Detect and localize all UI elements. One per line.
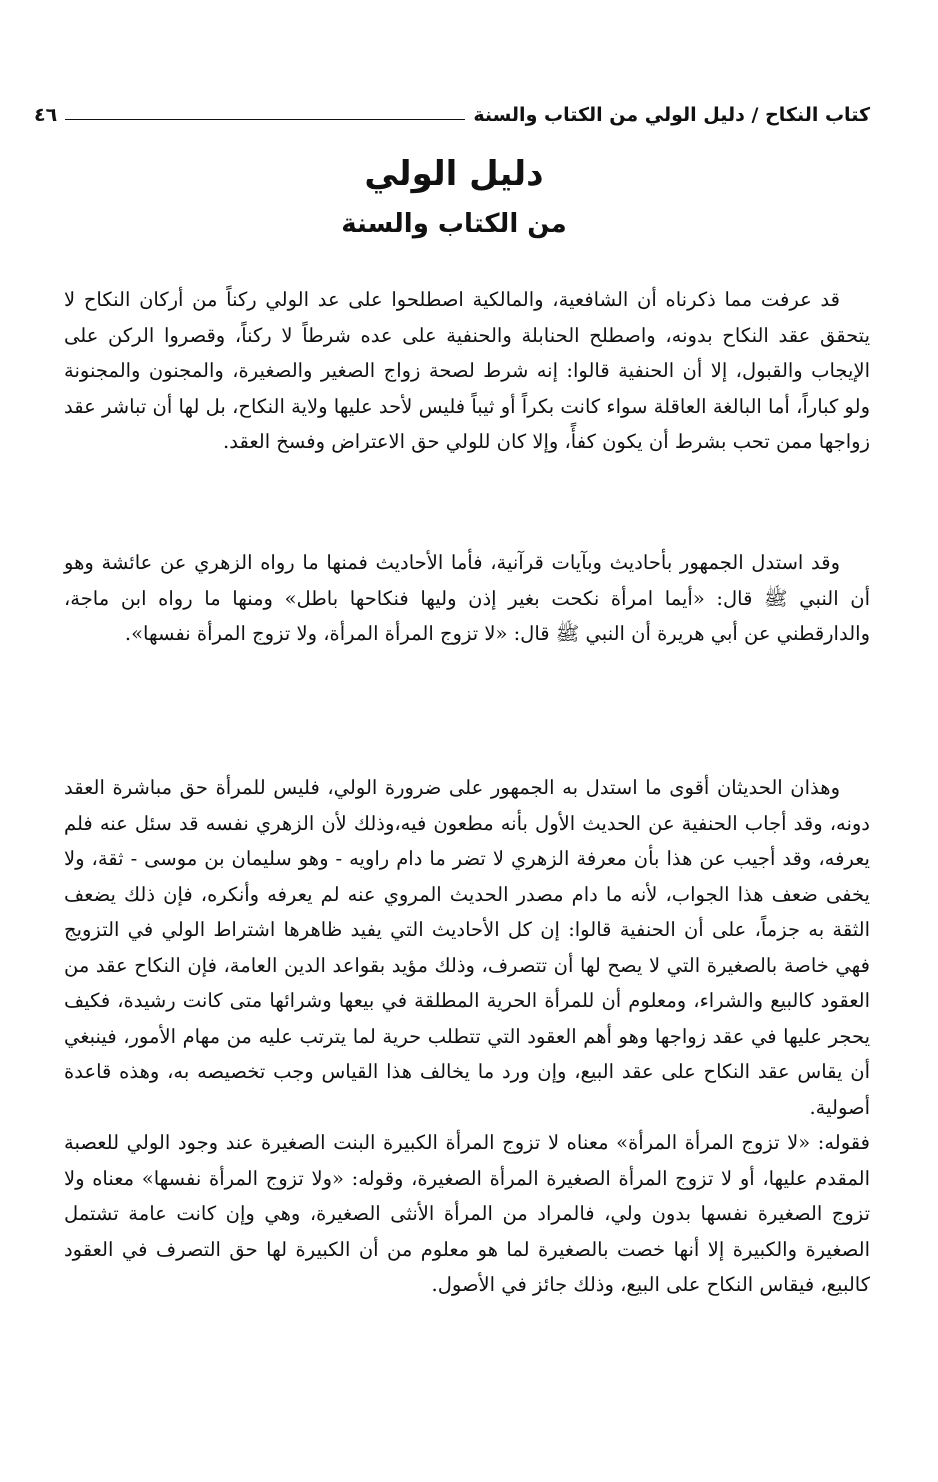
chapter-title: دليل الولي <box>364 154 544 194</box>
paragraph-4: فقوله: «لا تزوج المرأة المرأة» معناه لا تزوج المرأة الكبيرة البنت الصغيرة عند وجود الولي للعصبة المقدم عليها، أو لا تزوج المرأة الصغيرة المرأة الصغيرة، وقوله: «ولا تزوج المرأة نفسها» معناه ولا تزوج الصغيرة نفسها بدون ولي، فالمراد من المرأة الأنثى الصغيرة، وهي وإن كانت عامة تشتمل الصغيرة والكبيرة إلا أنها خصت بالصغيرة لما هو معلوم من أن الكبيرة لها حق التصرف في العقود كالبيع، فيقاس النكاح على البيع، وذلك جائز في الأصول. <box>64 1131 870 1296</box>
running-title: كتاب النكاح / دليل الولي من الكتاب والسنة <box>473 104 870 126</box>
body-section-1 <box>64 282 870 460</box>
body-section-2 <box>64 545 870 652</box>
body-section-3 <box>64 770 870 1303</box>
paragraph-1: قد عرفت مما ذكرناه أن الشافعية، والمالكية اصطلحوا على عد الولي ركناً من أركان النكاح لا يتحقق عقد النكاح بدونه، واصطلح الحنابلة والحنفية على عده شرطاً لا ركناً، وقصروا الركن على الإيجاب والقبول، إلا أن الحنفية قالوا: إنه شرط لصحة زواج الصغير والصغيرة، والمجنون والمجنونة ولو كباراً، أما البالغة العاقلة سواء كانت بكراً أو ثيباً فليس لأحد عليها ولاية النكاح، بل لها أن تباشر عقد زواجها ممن تحب بشرط أن يكون كفأً، وإلا كان للولي حق الاعتراض وفسخ العقد. <box>64 288 870 453</box>
paragraph-3: وهذان الحديثان أقوى ما استدل به الجمهور على ضرورة الولي، فليس للمرأة حق مباشرة العقد دونه، وقد أجاب الحنفية عن الحديث الأول بأنه مطعون فيه،وذلك لأن الزهري نفسه قد سئل عنه فلم يعرفه، وقد أجيب عن هذا بأن معرفة الزهري لا تضر ما دام راويه - وهو سليمان بن موسى - ثقة، ولا يخفى ضعف هذا الجواب، لأنه ما دام مصدر الحديث المروي عنه لم يعرفه وأنكره، فإن ذلك يضعف الثقة به جزماً، على أن الحنفية قالوا: إن كل الأحاديث التي يفيد ظاهرها اشتراط الولي في التزويج فهي خاصة بالصغيرة التي لا يصح لها أن تتصرف، وذلك مؤيد بقواعد الدين العامة، فإن النكاح عقد من العقود كالبيع والشراء، ومعلوم أن للمرأة الحرية المطلقة في بيعها وشرائها متى كانت رشيدة، فكيف يحجر عليها في عقد زواجها وهو أهم العقود التي تتطلب حرية لما يترتب عليه من مهام الأمور، فينبغي أن يقاس عقد النكاح على عقد البيع، وإن ورد ما يخالف هذا القياس وجب تخصيصه به، وهذه قاعدة أصولية. <box>64 776 870 1119</box>
page-number: ٤٦ <box>34 104 58 126</box>
running-header <box>34 100 870 130</box>
chapter-subtitle: من الكتاب والسنة <box>341 209 567 239</box>
header-rule <box>65 119 465 120</box>
paragraph-2: وقد استدل الجمهور بأحاديث وبآيات قرآنية، فأما الأحاديث فمنها ما رواه الزهري عن عائشة وهو أن النبي ﷺ قال: «أيما امرأة نكحت بغير إذن وليها فنكاحها باطل» ومنها ما رواه ابن ماجة، والدارقطني عن أبي هريرة أن النبي ﷺ قال: «لا تزوج المرأة المرأة، ولا تزوج المرأة نفسها». <box>64 551 870 645</box>
